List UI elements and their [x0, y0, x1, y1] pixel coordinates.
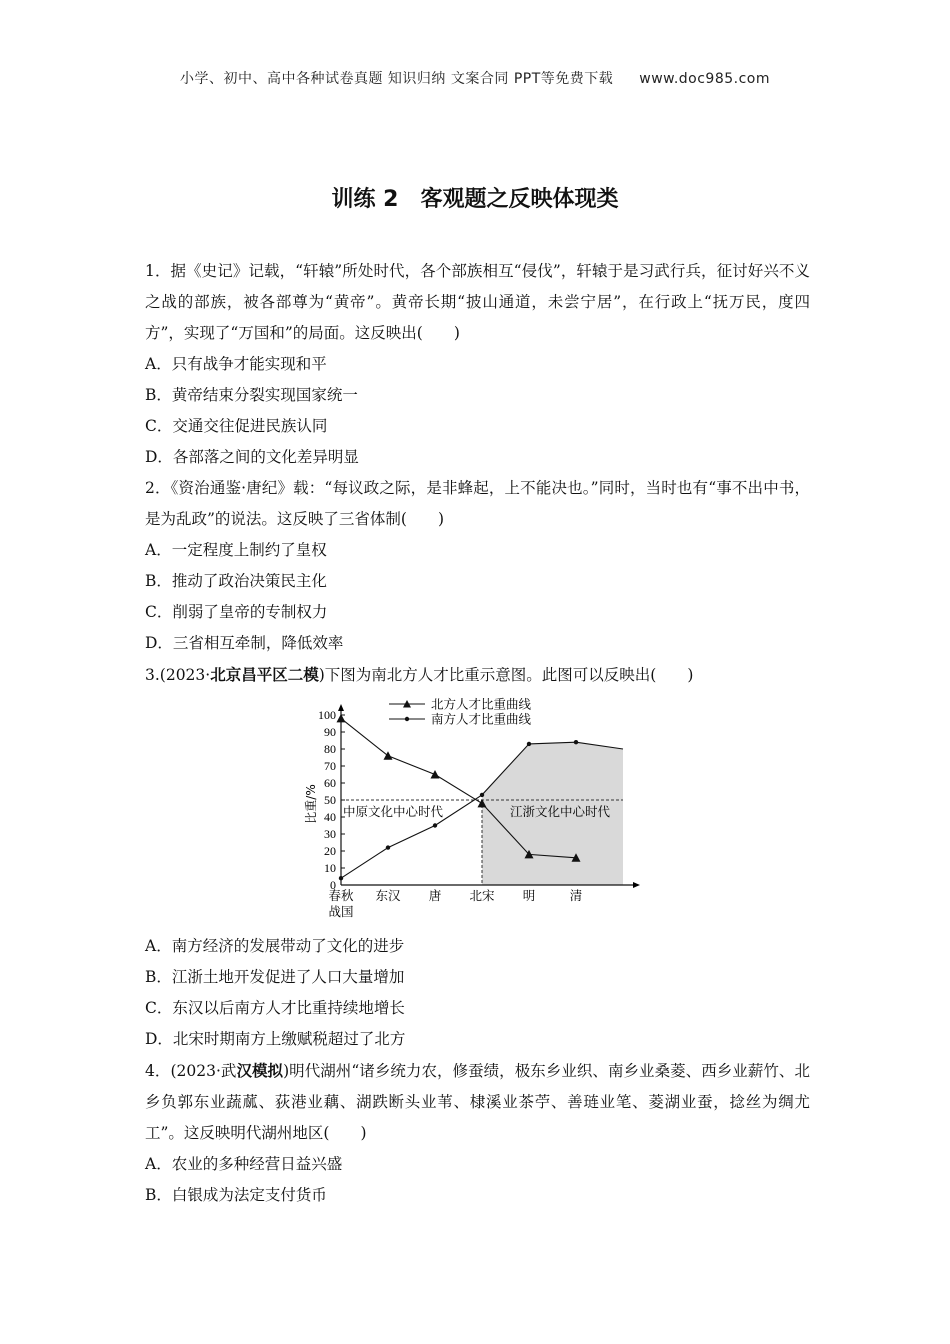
- chart-x-tick-label: 清: [569, 888, 583, 903]
- page-header: [0, 68, 950, 88]
- question-1-option-b[interactable]: B．黄帝结束分裂实现国家统一: [145, 386, 358, 404]
- question-3-option-a[interactable]: A．南方经济的发展带动了文化的进步: [145, 937, 405, 955]
- chart-y-tick-label: 60: [324, 776, 336, 790]
- question-2-option-b[interactable]: B．推动了政治决策民主化: [145, 572, 327, 590]
- header-site-link[interactable]: www.doc985.com: [639, 71, 771, 87]
- chart-x-tick-label: 东汉: [375, 888, 401, 903]
- chart-region-label: 江浙文化中心时代: [510, 804, 611, 819]
- question-1-option-d[interactable]: D．各部落之间的文化差异明显: [145, 448, 359, 466]
- chart-y-tick-label: 100: [318, 708, 336, 722]
- question-1-option-c[interactable]: C．交通交往促进民族认同: [145, 417, 328, 435]
- question-3-stem-source: 北京昌平区二模: [210, 665, 319, 684]
- talent-ratio-chart: [145, 697, 810, 929]
- chart-legend-label: 南方人才比重曲线: [431, 711, 532, 727]
- question-3-stem-suffix: )下图为南北方人才比重示意图。此图可以反映出( ): [318, 666, 694, 684]
- question-1-option-a[interactable]: A．只有战争才能实现和平: [145, 355, 327, 373]
- question-list: [145, 256, 810, 1211]
- chart-south-point: [574, 740, 578, 744]
- question-3-stem-prefix: 3.(2023·: [145, 666, 211, 684]
- page-title: 训练 2 客观题之反映体现类: [331, 187, 619, 212]
- chart-south-point: [433, 823, 437, 827]
- chart-y-tick-label: 20: [324, 844, 336, 858]
- talent-ratio-chart-svg: [295, 697, 655, 929]
- question-2-option-c[interactable]: C．削弱了皇帝的专制权力: [145, 603, 328, 621]
- chart-y-tick-label: 0: [330, 878, 336, 892]
- chart-south-point: [527, 742, 531, 746]
- chart-y-tick-label: 90: [324, 725, 336, 739]
- question-2-stem: 2．《资治通鉴·唐纪》载：“每议政之际，是非蜂起，上不能决也。”同时，当时也有“事不出中书，是为乱政”的说法。这反映了三省体制( ): [145, 479, 810, 528]
- chart-south-point: [386, 845, 390, 849]
- chart-y-tick-label: 50: [324, 793, 336, 807]
- chart-north-point: [431, 770, 440, 779]
- question-3-option-d[interactable]: D．北宋时期南方上缴赋税超过了北方: [145, 1030, 406, 1048]
- chart-south-point: [339, 876, 343, 880]
- chart-legend-label: 北方人才比重曲线: [431, 697, 532, 712]
- chart-x-tick-label: 战国: [328, 904, 354, 919]
- question-4-stem: [145, 1055, 810, 1149]
- chart-y-axis-title: 比重/%: [304, 784, 318, 824]
- question-4-option-b[interactable]: B．白银成为法定支付货币: [145, 1186, 327, 1204]
- chart-region-label: 中原文化中心时代: [343, 804, 444, 819]
- chart-x-tick-label: 明: [522, 888, 536, 903]
- chart-y-tick-label: 30: [324, 827, 336, 841]
- chart-y-tick-label: 70: [324, 759, 336, 773]
- question-1-stem: 1．据《史记》记载，“轩辕”所处时代，各个部族相互“侵伐”，轩辕于是习武行兵，征讨好兴不义之战的部族，被各部尊为“黄帝”。黄帝长期“披山通道，未尝宁居”，在行政上“抚万民，度四方”，实现了“万国和”的局面。这反映出( ): [145, 262, 810, 342]
- question-3-option-b[interactable]: B．江浙土地开发促进了人口大量增加: [145, 968, 405, 986]
- question-3-stem: [145, 659, 810, 691]
- question-2-option-a[interactable]: A．一定程度上制约了皇权: [145, 541, 327, 559]
- question-4-option-a[interactable]: A．农业的多种经营日益兴盛: [145, 1155, 343, 1173]
- chart-y-tick-label: 40: [324, 810, 336, 824]
- chart-y-axis-arrow: [338, 704, 344, 711]
- chart-x-tick-label: 春秋: [328, 888, 354, 903]
- chart-y-tick-label: 10: [324, 861, 336, 875]
- chart-x-tick-label: 唐: [428, 888, 442, 903]
- question-4-stem-suffix: )明代湖州“诸乡统力农，修蚕绩，极东乡业织、南乡业桑菱、西乡业薪竹、北乡负郭东业蔬蓏、荻港业藕、湖跌断头业苇、棣溪业茶苧、善琏业笔、菱湖业蚕，捻丝为绸尤工”。这反映明代湖州地区( ): [145, 1062, 810, 1142]
- header-text: 小学、初中、高中各种试卷真题 知识归纳 文案合同 PPT等免费下载: [179, 71, 614, 87]
- question-3-option-c[interactable]: C．东汉以后南方人才比重持续地增长: [145, 999, 405, 1017]
- chart-y-tick-label: 80: [324, 742, 336, 756]
- question-4-stem-prefix: 4．(2023·武: [145, 1062, 237, 1080]
- chart-x-axis-arrow: [633, 882, 640, 888]
- question-4-stem-source: 汉模拟: [236, 1061, 284, 1080]
- chart-x-tick-label: 北宋: [469, 888, 495, 903]
- question-2-option-d[interactable]: D．三省相互牵制，降低效率: [145, 634, 344, 652]
- chart-south-point: [480, 793, 484, 797]
- chart-north-point: [384, 751, 393, 760]
- chart-legend-marker: [405, 717, 409, 721]
